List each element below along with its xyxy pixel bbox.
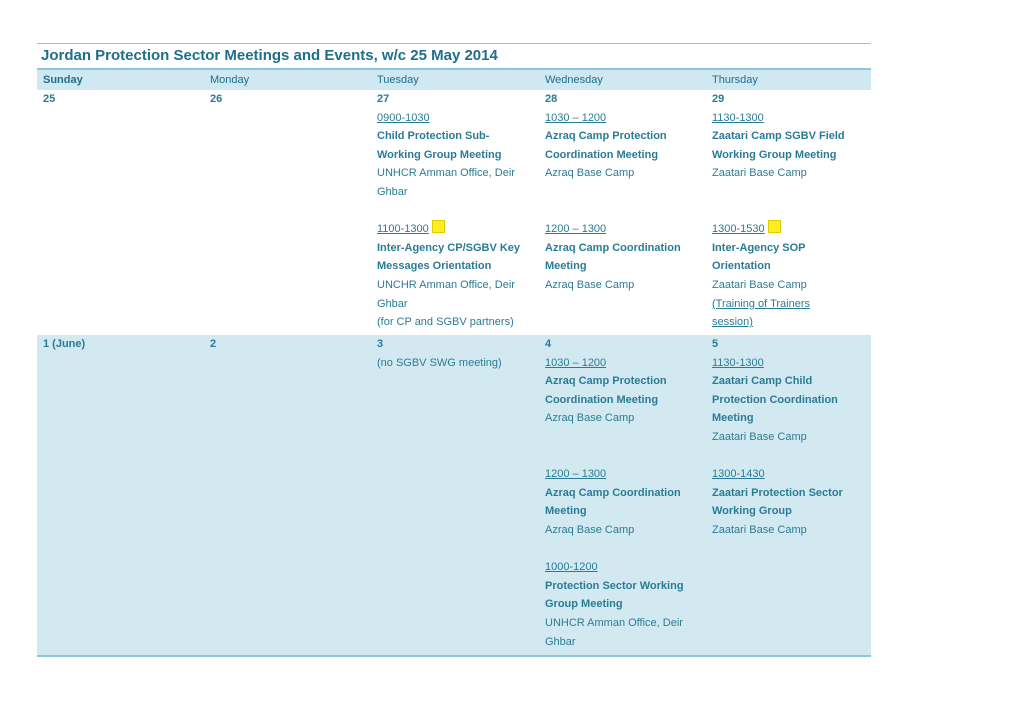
event-title: Azraq Camp Coordination	[545, 486, 681, 499]
event-title: Meeting	[545, 505, 587, 518]
event-time: 1130-1300	[712, 356, 764, 369]
header-sunday: Sunday	[43, 74, 83, 86]
date-number: 2	[210, 338, 217, 350]
date-number: 26	[210, 93, 223, 105]
event-location: UNCHR Amman Office, Deir	[377, 278, 515, 291]
cell-sunday-week1	[37, 90, 204, 335]
cell-thursday-week1	[706, 90, 871, 335]
event-title: Zaatari Protection Sector	[712, 486, 843, 499]
event-time: 1030 – 1200	[545, 111, 607, 124]
event-title: Meeting	[712, 412, 754, 425]
event-time-line	[712, 220, 867, 239]
event-location: Ghbar	[377, 185, 408, 198]
event-note: (no SGBV SWG meeting)	[377, 356, 502, 369]
event-note: (Training of Trainers	[712, 297, 811, 310]
event-time: 0900-1030	[377, 111, 430, 124]
event-title: Orientation	[712, 260, 771, 273]
event-title: Azraq Camp Protection	[545, 130, 667, 143]
event-location: Zaatari Base Camp	[712, 167, 807, 180]
event-title: Coordination Meeting	[545, 148, 659, 161]
cell-wednesday-week2	[539, 335, 706, 655]
date-number: 27	[377, 93, 390, 105]
event-title: Meeting	[545, 260, 587, 273]
event-time: 1200 – 1300	[545, 468, 607, 481]
event-time: 1200 – 1300	[545, 223, 607, 236]
event-title: Working Group Meeting	[377, 148, 502, 161]
cell-monday-week1	[204, 90, 371, 335]
cell-monday-week2	[204, 335, 371, 655]
event-title: Working Group Meeting	[712, 148, 837, 161]
event-title: Zaatari Camp Child	[712, 375, 813, 388]
header-monday: Monday	[210, 74, 250, 86]
date-number: 4	[545, 338, 552, 350]
event-location: UNHCR Amman Office, Deir	[377, 167, 515, 180]
event-title: Azraq Camp Protection	[545, 375, 667, 388]
cell-tuesday-week2	[371, 335, 539, 655]
event-title: Working Group	[712, 505, 792, 518]
event-time: 1030 – 1200	[545, 356, 607, 369]
event-location: Zaatari Base Camp	[712, 278, 807, 291]
event-title: Group Meeting	[545, 598, 623, 611]
date-number: 28	[545, 93, 558, 105]
highlight-marker-icon	[768, 220, 781, 233]
event-title: Coordination Meeting	[545, 393, 659, 406]
event-title: Messages Orientation	[377, 260, 492, 273]
header-tuesday: Tuesday	[377, 74, 419, 86]
event-time-line	[377, 220, 535, 239]
event-location: Ghbar	[545, 635, 576, 648]
event-location: Azraq Base Camp	[545, 167, 635, 180]
event-location: Azraq Base Camp	[545, 412, 635, 425]
event-time: 1130-1300	[712, 111, 764, 124]
header-thursday: Thursday	[712, 74, 758, 86]
cell-wednesday-week1	[539, 90, 706, 335]
event-title: Azraq Camp Coordination	[545, 241, 681, 254]
event-time: 1300-1530	[712, 223, 765, 236]
event-title: Protection Sector Working	[545, 579, 684, 592]
cell-sunday-week2	[37, 335, 204, 655]
event-location: Zaatari Base Camp	[712, 430, 807, 443]
event-note: (for CP and SGBV partners)	[377, 316, 514, 329]
event-title: Inter-Agency CP/SGBV Key	[377, 241, 521, 254]
weekday-header-row	[37, 70, 871, 90]
event-title: Child Protection Sub-	[377, 130, 490, 143]
cell-tuesday-week1	[371, 90, 539, 335]
header-wednesday: Wednesday	[545, 74, 603, 86]
date-number: 3	[377, 338, 384, 350]
event-location: Ghbar	[377, 297, 408, 310]
event-location: Zaatari Base Camp	[712, 523, 807, 536]
event-title: Protection Coordination	[712, 393, 838, 406]
highlight-marker-icon	[432, 220, 445, 233]
event-location: Azraq Base Camp	[545, 278, 635, 291]
event-time: 1000-1200	[545, 561, 598, 574]
cell-thursday-week2	[706, 335, 871, 655]
event-time: 1300-1430	[712, 468, 765, 481]
event-location: UNHCR Amman Office, Deir	[545, 616, 683, 629]
week-row-1	[37, 90, 871, 335]
date-number: 25	[43, 93, 56, 105]
date-number: 1 (June)	[43, 338, 86, 350]
event-time: 1100-1300	[377, 223, 429, 236]
date-number: 5	[712, 338, 719, 350]
page-title: Jordan Protection Sector Meetings and Events, w/c 25 May 2014	[37, 44, 871, 70]
event-note: session)	[712, 316, 753, 329]
event-title: Zaatari Camp SGBV Field	[712, 130, 845, 143]
meeting-schedule	[37, 43, 871, 657]
event-title: Inter-Agency SOP	[712, 241, 806, 254]
week-row-2	[37, 335, 871, 657]
event-location: Azraq Base Camp	[545, 523, 635, 536]
date-number: 29	[712, 93, 725, 105]
